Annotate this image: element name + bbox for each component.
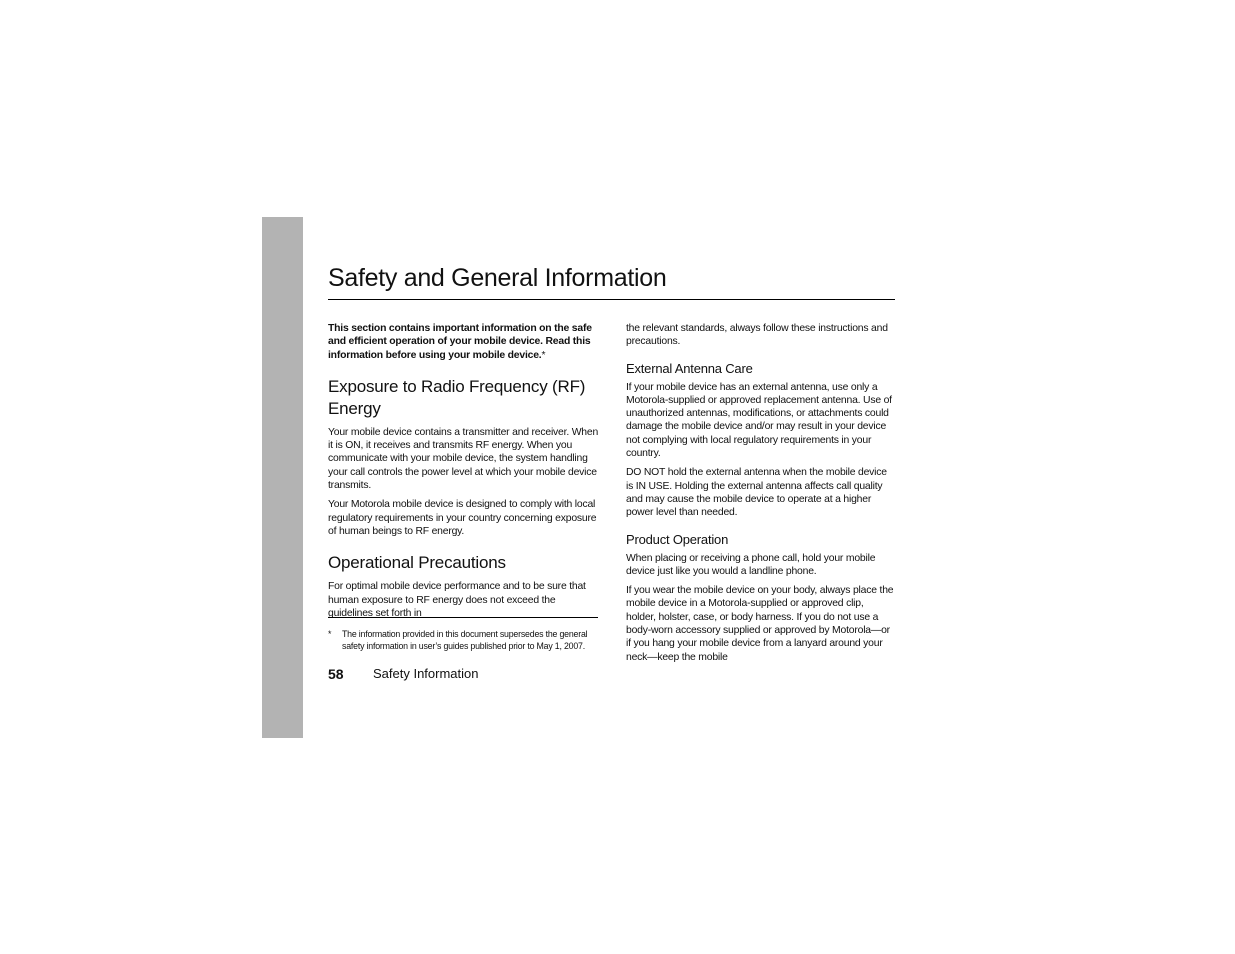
footnote bbox=[328, 628, 598, 652]
heading-product-operation: Product Operation bbox=[626, 531, 729, 547]
running-footer-section: Safety Information bbox=[373, 666, 479, 681]
operational-paragraph: For optimal mobile device performance and to be sure that human exposure to RF energy does not exceed the guidelines set forth in bbox=[328, 581, 586, 619]
footnote-divider bbox=[328, 617, 598, 618]
page-number: 58 bbox=[328, 666, 344, 682]
rf-paragraph-1: Your mobile device contains a transmitter and receiver. When it is ON, it receives and transmits RF energy. When you communicate with your mobile device, the system handling your call controls the power level at which your mobile device transmits. bbox=[328, 426, 599, 492]
antenna-paragraph-2: DO NOT hold the external antenna when the mobile device is IN USE. Holding the external antenna affects call quality and may cause the mobile device to operate at a higher power level than needed. bbox=[626, 467, 887, 519]
product-paragraph-2: If you wear the mobile device on your body, always place the mobile device in a Motorola-supplied or approved clip, holder, holster, case, or body harness. If you do not use a body-worn accessory supplied or approved by Motorola—or if you hang your mobile device from a lanyard around your neck—keep the mobile bbox=[626, 585, 894, 663]
heading-rf-exposure: Exposure to Radio Frequency (RF) Energy bbox=[328, 376, 586, 418]
rf-paragraph-2: Your Motorola mobile device is designed to comply with local regulatory requirements in your country concerning exposure of human beings to RF energy. bbox=[328, 499, 597, 537]
page-title: Safety and General Information bbox=[328, 264, 667, 292]
intro-bold-text: This section contains important information on the safe and efficient operation of your mobile device. Read this information before using your mobile device. bbox=[328, 323, 592, 361]
side-tab-bar bbox=[262, 217, 303, 738]
footnote-reference: * bbox=[541, 349, 546, 361]
footnote-mark: * bbox=[328, 629, 332, 639]
heading-external-antenna-care: External Antenna Care bbox=[626, 360, 753, 376]
product-paragraph-1: When placing or receiving a phone call, hold your mobile device just like you would a landline phone. bbox=[626, 552, 876, 577]
right-column bbox=[626, 322, 896, 670]
heading-operational-precautions: Operational Precautions bbox=[328, 553, 506, 573]
left-column bbox=[328, 322, 600, 626]
intro-paragraph bbox=[328, 322, 600, 362]
title-divider bbox=[328, 299, 895, 300]
footnote-text: The information provided in this document supersedes the general safety information in user’s guides published prior to May 1, 2007. bbox=[342, 629, 588, 651]
antenna-paragraph-1: If your mobile device has an external antenna, use only a Motorola-supplied or approved replacement antenna. Use of unauthorized antennas, modifications, or attachments could damage the mobile device and/or may result in your device not complying with local regulatory requirements in your country. bbox=[626, 381, 892, 460]
continued-paragraph: the relevant standards, always follow these instructions and precautions. bbox=[626, 323, 888, 348]
